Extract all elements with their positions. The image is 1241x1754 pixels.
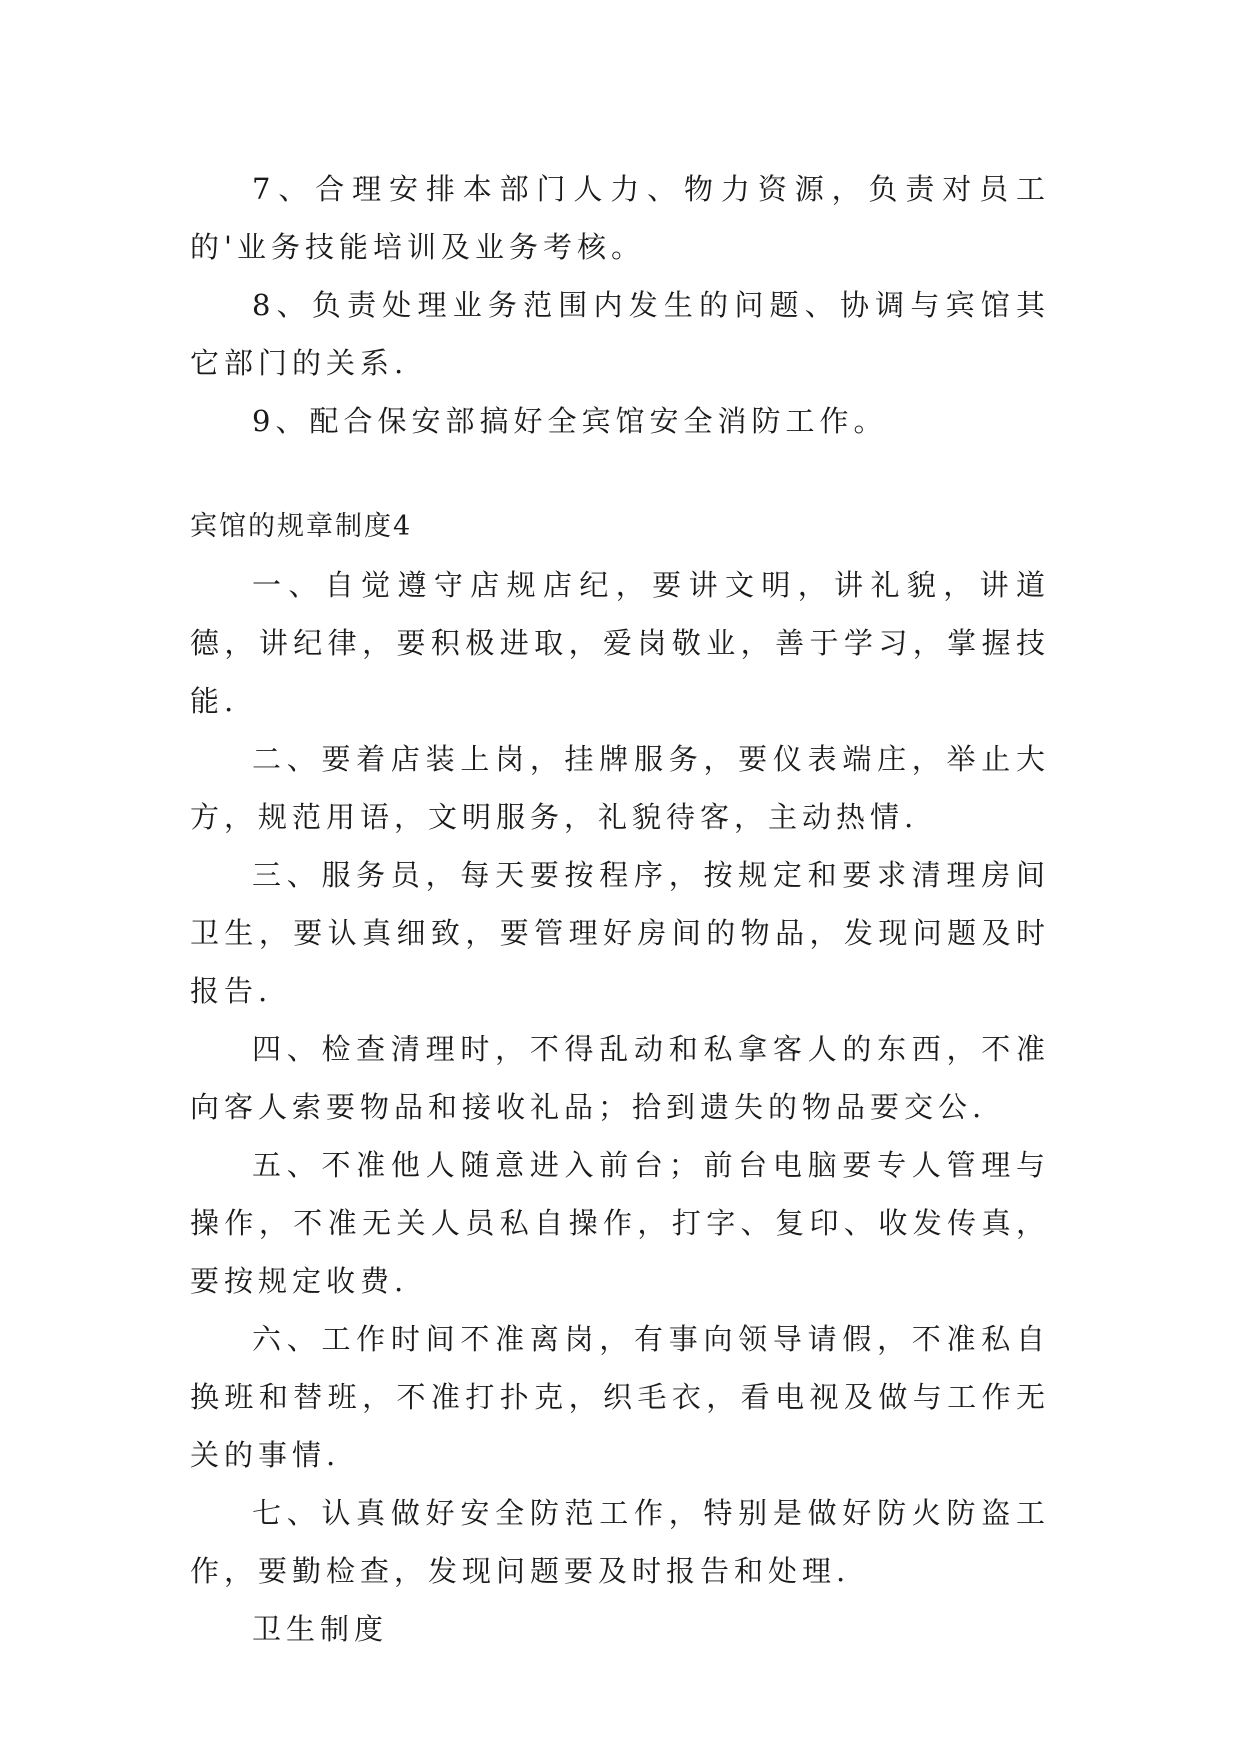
rule-item-7: 七、认真做好安全防范工作，特别是做好防火防盗工作，要勤检查，发现问题要及时报告和处理. xyxy=(190,1496,1050,1588)
rule-item-4: 四、检查清理时，不得乱动和私拿客人的东西，不准向客人索要物品和接收礼品；拾到遗失的物品要交公. xyxy=(190,1032,1050,1124)
rule-item-1: 一、自觉遵守店规店纪，要讲文明，讲礼貌，讲道德，讲纪律，要积极进取，爱岗敬业，善于学习，掌握技能. xyxy=(190,568,1050,718)
rule-item-3: 三、服务员，每天要按程序，按规定和要求清理房间卫生，要认真细致，要管理好房间的物品，发现问题及时报告. xyxy=(190,858,1050,1008)
section-title: 宾馆的规章制度4 xyxy=(190,511,413,542)
rule-item-6: 六、工作时间不准离岗，有事向领导请假，不准私自换班和替班，不准打扑克，织毛衣，看电视及做与工作无关的事情. xyxy=(190,1322,1050,1472)
paragraph-item-7: 7、合理安排本部门人力、物力资源，负责对员工的'业务技能培训及业务考核。 xyxy=(190,172,1050,264)
paragraph-item-9: 9、配合保安部搞好全宾馆安全消防工作。 xyxy=(252,404,888,438)
paragraph-item-8: 8、负责处理业务范围内发生的问题、协调与宾馆其它部门的关系. xyxy=(190,288,1050,380)
document-page xyxy=(190,160,1050,1658)
rule-item-5: 五、不准他人随意进入前台；前台电脑要专人管理与操作，不准无关人员私自操作，打字、复印、收发传真，要按规定收费. xyxy=(190,1148,1050,1298)
rule-item-2: 二、要着店装上岗，挂牌服务，要仪表端庄，举止大方，规范用语，文明服务，礼貌待客，主动热情. xyxy=(190,742,1050,834)
hygiene-subheading: 卫生制度 xyxy=(252,1612,389,1646)
